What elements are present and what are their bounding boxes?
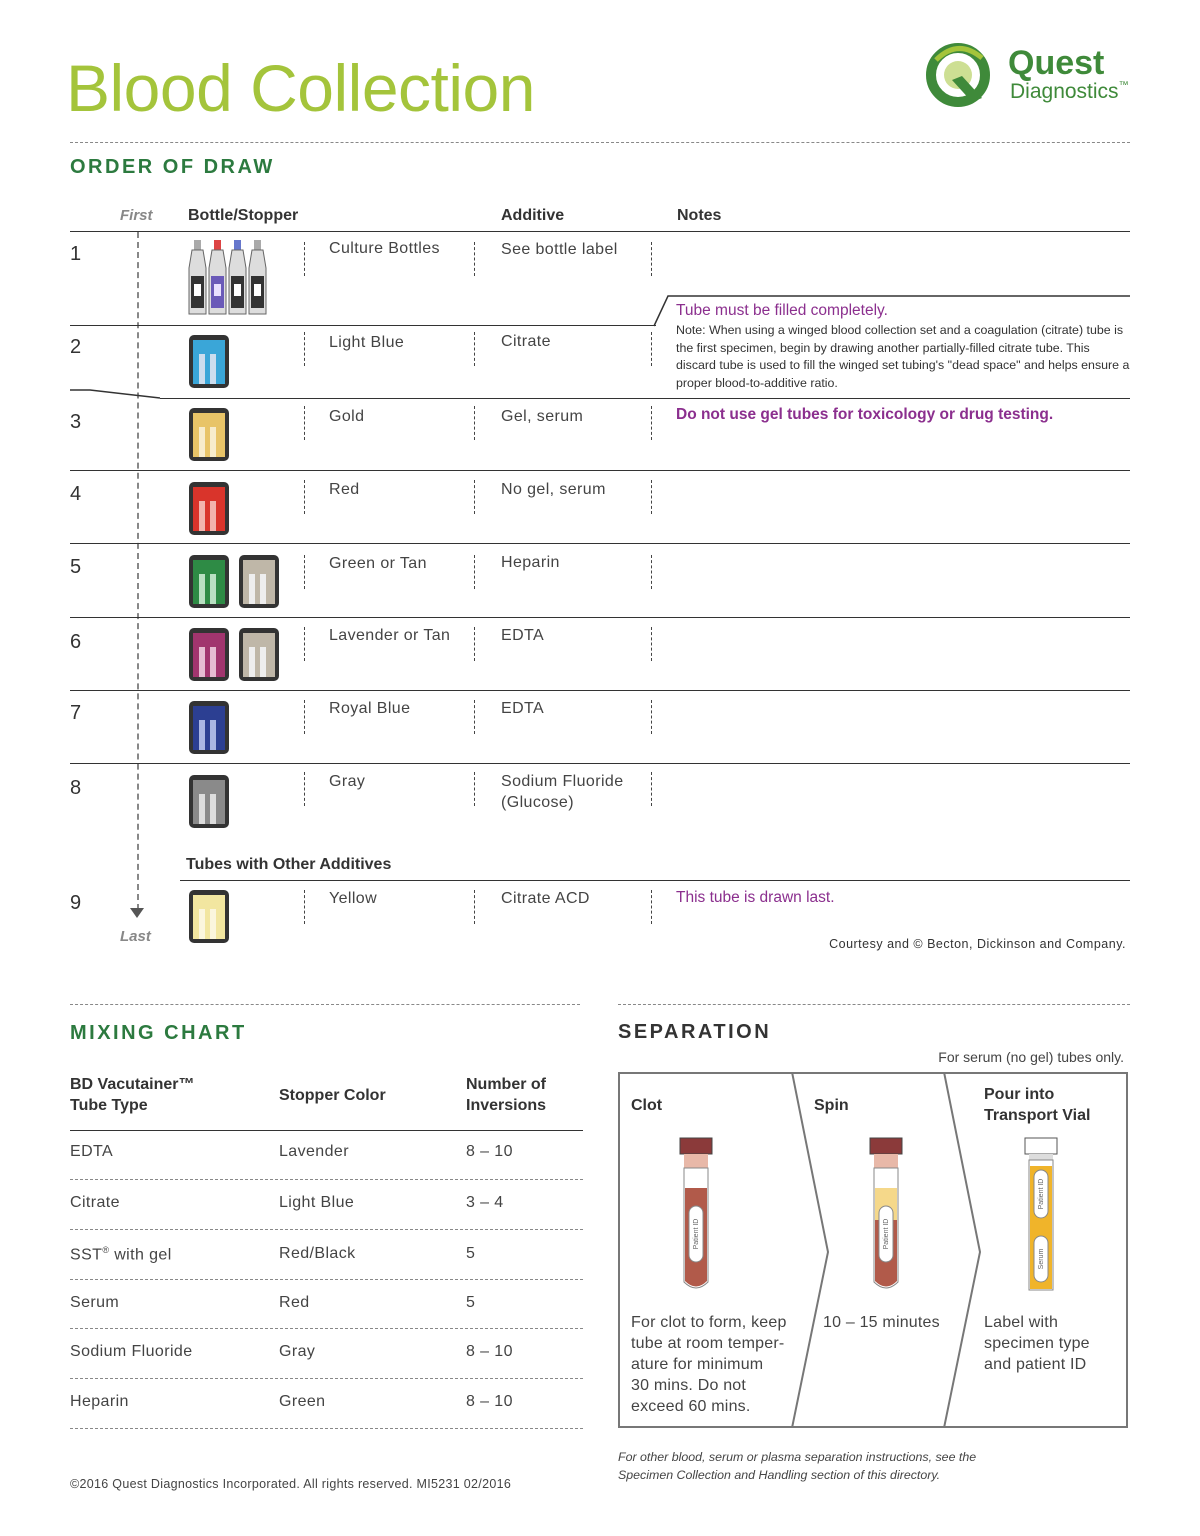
col-divider — [651, 242, 652, 276]
red-tube-icon — [188, 481, 232, 537]
table-line — [70, 325, 656, 326]
col-divider — [474, 242, 475, 276]
quest-q-icon — [922, 40, 1002, 110]
mix-color: Red/Black — [279, 1245, 356, 1262]
col-divider — [304, 890, 305, 924]
additive: Citrate — [501, 333, 551, 350]
mix-type: Sodium Fluoride — [70, 1343, 193, 1360]
table-line — [180, 880, 1130, 881]
col-tube-type: BD Vacutainer™ Tube Type — [70, 1076, 195, 1114]
col-divider — [474, 890, 475, 924]
clotted-tube-icon — [676, 1136, 716, 1296]
mix-type: Heparin — [70, 1393, 129, 1410]
mixing-row-line — [70, 1229, 583, 1230]
table-line — [160, 398, 1130, 399]
tube-label-serum: Serum — [1038, 1248, 1045, 1270]
additive: See bottle label — [501, 241, 618, 258]
page-title: Blood Collection — [66, 51, 535, 125]
step-pour-desc: Label with specimen type and patient ID — [984, 1314, 1090, 1373]
row-number: 7 — [70, 702, 82, 724]
additive: Citrate ACD — [501, 890, 590, 907]
row-divider-angle — [70, 388, 162, 400]
citrate-note-heading: Tube must be filled completely. — [676, 302, 888, 319]
additive: Sodium Fluoride — [501, 773, 624, 790]
col-bottle-stopper: Bottle/Stopper — [188, 207, 299, 224]
step-spin-label: Spin — [814, 1097, 849, 1114]
col-divider — [651, 480, 652, 514]
culture-bottles-icon — [188, 240, 276, 316]
tube-name: Red — [329, 481, 360, 498]
col-inversions: Number of Inversions — [466, 1076, 547, 1114]
copyright-footer: ©2016 Quest Diagnostics Incorporated. All rights reserved. MI5231 02/2016 — [70, 1477, 512, 1491]
mix-type: SST® with gel — [70, 1245, 172, 1264]
col-divider — [304, 627, 305, 661]
col-divider — [651, 700, 652, 734]
row-number: 5 — [70, 556, 82, 578]
mixing-row-line — [70, 1328, 583, 1329]
row-number: 8 — [70, 777, 82, 799]
mix-inversions: 8 – 10 — [466, 1343, 513, 1360]
tube-label-patient: Patient ID — [693, 1218, 700, 1250]
col-divider — [474, 627, 475, 661]
citrate-note-body: Note: When using a winged blood collection set and a coagulation (citrate) tube is the first specimen, begin by drawing another partially-filled citrate tube. This discard tube is used to fill the winged set tubing's "dead space" and helps ensure a proper blood-to-additive ratio. — [676, 323, 1130, 390]
col-divider — [304, 332, 305, 366]
col-divider — [651, 627, 652, 661]
mix-type: Citrate — [70, 1194, 120, 1211]
mix-inversions: 5 — [466, 1294, 476, 1311]
step-clot-label: Clot — [631, 1097, 663, 1114]
lavender-tan-tubes-icon — [188, 627, 282, 683]
tube-name: Gold — [329, 408, 365, 425]
tube-name: Royal Blue — [329, 700, 411, 717]
mix-inversions: 5 — [466, 1245, 476, 1262]
table-line — [70, 617, 1130, 618]
tube-label-patient: Patient ID — [1038, 1178, 1045, 1210]
col-divider — [651, 890, 652, 924]
tube-name: Lavender or Tan — [329, 627, 451, 644]
spun-tube-icon — [866, 1136, 906, 1296]
mixing-chart-heading: MIXING CHART — [70, 1022, 247, 1044]
tube-name: Yellow — [329, 890, 378, 907]
additive: No gel, serum — [501, 481, 606, 498]
yellow-tube-note: This tube is drawn last. — [676, 889, 835, 906]
step-spin-desc: 10 – 15 minutes — [823, 1314, 940, 1331]
mix-color: Red — [279, 1294, 310, 1311]
col-divider — [304, 242, 305, 276]
serum-only-note: For serum (no gel) tubes only. — [938, 1049, 1124, 1065]
separation-footnote: For other blood, serum or plasma separation instructions, see the Specimen Collection and Handling section of this directory. — [618, 1450, 977, 1482]
mixing-row-line — [70, 1279, 583, 1280]
tube-name: Culture Bottles — [329, 240, 440, 257]
col-divider — [304, 772, 305, 806]
mix-type: Serum — [70, 1294, 120, 1311]
additive: Heparin — [501, 554, 560, 571]
row-number: 9 — [70, 892, 82, 914]
courtesy-credit: Courtesy and © Becton, Dickinson and Company. — [829, 937, 1126, 951]
col-divider — [304, 555, 305, 589]
additive-line2: (Glucose) — [501, 794, 574, 811]
col-divider — [474, 480, 475, 514]
additive: Gel, serum — [501, 408, 584, 425]
col-additive: Additive — [501, 207, 565, 224]
last-label: Last — [120, 928, 151, 945]
royal-blue-tube-icon — [188, 700, 232, 756]
gray-tube-icon — [188, 774, 232, 830]
mix-inversions: 3 – 4 — [466, 1194, 504, 1211]
row-number: 2 — [70, 336, 82, 358]
col-divider — [304, 700, 305, 734]
separation-heading: SEPARATION — [618, 1021, 772, 1043]
table-line — [70, 690, 1130, 691]
mix-inversions: 8 – 10 — [466, 1393, 513, 1410]
col-divider — [651, 406, 652, 440]
mixing-divider — [70, 1004, 580, 1005]
logo-name-line2: Diagnostics™ — [1010, 80, 1129, 103]
other-additives-label: Tubes with Other Additives — [186, 856, 392, 873]
tube-name: Green or Tan — [329, 555, 427, 572]
tube-name: Light Blue — [329, 334, 405, 351]
col-stopper-color: Stopper Color — [279, 1087, 386, 1104]
gold-tube-icon — [188, 407, 232, 463]
row-number: 3 — [70, 411, 82, 433]
col-divider — [474, 555, 475, 589]
mixing-header-line — [70, 1130, 583, 1131]
col-notes: Notes — [677, 207, 722, 224]
mix-color: Gray — [279, 1343, 316, 1360]
col-divider — [474, 772, 475, 806]
order-of-draw-heading: ORDER OF DRAW — [70, 156, 275, 178]
transport-vial-icon — [1021, 1136, 1061, 1296]
mixing-row-line — [70, 1428, 583, 1429]
table-line — [70, 470, 1130, 471]
col-divider — [474, 406, 475, 440]
additive: EDTA — [501, 627, 545, 644]
tube-name: Gray — [329, 773, 366, 790]
quest-logo — [922, 40, 1142, 110]
separation-divider — [618, 1004, 1130, 1005]
mix-inversions: 8 – 10 — [466, 1143, 513, 1160]
col-divider — [474, 332, 475, 366]
step-pour-label: Pour into Transport Vial — [984, 1086, 1091, 1124]
mixing-row-line — [70, 1179, 583, 1180]
additive: EDTA — [501, 700, 545, 717]
table-line — [70, 763, 1130, 764]
col-divider — [651, 555, 652, 589]
table-line — [70, 543, 1130, 544]
col-divider — [651, 772, 652, 806]
gold-tube-note: Do not use gel tubes for toxicology or drug testing. — [676, 406, 1054, 423]
tube-label-patient: Patient ID — [883, 1218, 890, 1250]
green-tan-tubes-icon — [188, 554, 282, 610]
arrow-down-icon — [130, 908, 144, 920]
first-label: First — [120, 207, 153, 224]
mix-color: Light Blue — [279, 1194, 355, 1211]
table-line — [70, 231, 1130, 232]
step-clot-desc: For clot to form, keep tube at room temper- ature for minimum 30 mins. Do not exceed 60 mins. — [631, 1314, 787, 1415]
mix-type: EDTA — [70, 1143, 114, 1160]
mix-color: Lavender — [279, 1143, 349, 1160]
col-divider — [304, 406, 305, 440]
logo-name-line1: Quest — [1008, 44, 1105, 82]
order-arrow-line — [137, 232, 139, 910]
row-number: 6 — [70, 631, 82, 653]
col-divider — [474, 700, 475, 734]
mixing-row-line — [70, 1378, 583, 1379]
col-divider — [651, 332, 652, 366]
yellow-tube-icon — [188, 889, 232, 945]
row-number: 4 — [70, 483, 82, 505]
header-divider — [70, 142, 1130, 143]
mix-color: Green — [279, 1393, 326, 1410]
row-number: 1 — [70, 243, 82, 265]
col-divider — [304, 480, 305, 514]
light-blue-tube-icon — [188, 334, 232, 390]
